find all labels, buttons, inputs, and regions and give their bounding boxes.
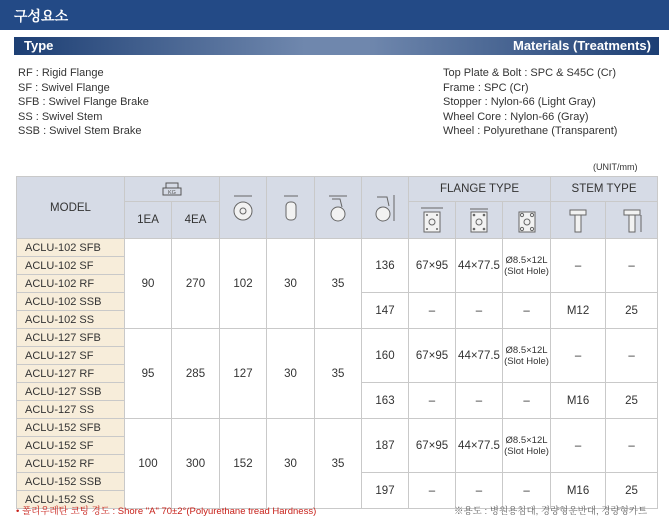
height-value: 136	[362, 239, 409, 293]
hole-value: –	[503, 293, 551, 329]
flange-plate-icon	[419, 206, 445, 234]
stem-length-value: 25	[606, 293, 658, 329]
plate-value: 67×95	[409, 419, 456, 473]
diameter-value: 127	[220, 329, 267, 419]
stem-type-header: STEM TYPE	[551, 177, 658, 202]
model-name: ACLU-102 RF	[17, 275, 125, 293]
materials-legend	[443, 66, 617, 139]
caster-side-icon	[326, 193, 350, 223]
type-item: RF : Rigid Flange	[18, 67, 104, 79]
type-item: SF : Swivel Flange	[18, 81, 110, 94]
flange-hole-header	[503, 202, 551, 239]
material-item: Frame : SPC (Cr)	[443, 81, 529, 94]
model-name: ACLU-102 SFB	[17, 239, 125, 257]
hole-value: –	[503, 383, 551, 419]
flange-hole-icon	[514, 206, 540, 234]
stem-length-value: –	[606, 419, 658, 473]
stem-value: M12	[551, 293, 606, 329]
bolt-value: –	[456, 383, 503, 419]
wheel-width-header	[267, 177, 315, 239]
plate-value: 67×95	[409, 329, 456, 383]
offset-value: 35	[315, 239, 362, 329]
height-value: 187	[362, 419, 409, 473]
model-name: ACLU-152 SFB	[17, 419, 125, 437]
model-header: MODEL	[17, 177, 125, 239]
height-value: 147	[362, 293, 409, 329]
usage-note: ※용도 : 병원용침대, 경량형운반대, 경량형카트	[454, 506, 648, 517]
load-1ea-header: 1EA	[125, 202, 172, 239]
bolt-value: –	[456, 293, 503, 329]
material-item: Wheel Core : Nylon-66 (Gray)	[443, 110, 589, 123]
wheel-diameter-header	[220, 177, 267, 239]
diameter-value: 152	[220, 419, 267, 509]
stem-value: –	[551, 329, 606, 383]
height-value: 160	[362, 329, 409, 383]
model-name: ACLU-152 RF	[17, 455, 125, 473]
flange-bolt-header	[456, 202, 503, 239]
svg-text:KG: KG	[168, 190, 176, 196]
load-4ea-value: 300	[172, 419, 220, 509]
model-name: ACLU-152 SF	[17, 437, 125, 455]
model-name: ACLU-102 SS	[17, 311, 125, 329]
wheel-side-icon	[280, 193, 302, 223]
wheel-front-icon	[232, 193, 254, 223]
bolt-value: –	[456, 473, 503, 509]
hardness-note: • 폴리우레탄 코팅 경도 : Shore "A" 70±2°(Polyurethane tread Hardness)	[16, 506, 317, 517]
model-name: ACLU-127 SFB	[17, 329, 125, 347]
height-value: 197	[362, 473, 409, 509]
type-item: SSB : Swivel Stem Brake	[18, 125, 142, 137]
stem-length-value: –	[606, 329, 658, 383]
plate-value: –	[409, 473, 456, 509]
material-item: Wheel : Polyurethane (Transparent)	[443, 125, 618, 137]
hole-value: Ø8.5×12L (Slot Hole)	[503, 239, 551, 293]
load-1ea-value: 90	[125, 239, 172, 329]
bolt-value: 44×77.5	[456, 419, 503, 473]
height-header	[362, 177, 409, 239]
model-name: ACLU-152 SSB	[17, 473, 125, 491]
stem-length-value: 25	[606, 473, 658, 509]
spec-table	[16, 176, 658, 509]
type-item: SS : Swivel Stem	[18, 110, 103, 123]
plate-value: 67×95	[409, 239, 456, 293]
hole-value: Ø8.5×12L (Slot Hole)	[503, 419, 551, 473]
materials-heading: Materials (Treatments)	[513, 38, 651, 53]
page-title: 구성요소	[14, 8, 69, 24]
stem-size-header	[551, 202, 606, 239]
hole-value: Ø8.5×12L (Slot Hole)	[503, 329, 551, 383]
stem-length-value: –	[606, 239, 658, 293]
stem-length-value: 25	[606, 383, 658, 419]
model-name: ACLU-127 RF	[17, 365, 125, 383]
hole-value: –	[503, 473, 551, 509]
material-item: Top Plate & Bolt : SPC & S45C (Cr)	[443, 67, 617, 79]
flange-type-header: FLANGE TYPE	[409, 177, 551, 202]
material-item: Stopper : Nylon-66 (Light Gray)	[443, 96, 596, 108]
model-name: ACLU-127 SS	[17, 401, 125, 419]
width-value: 30	[267, 239, 315, 329]
width-value: 30	[267, 329, 315, 419]
type-legend	[18, 66, 149, 139]
load-header	[125, 177, 220, 202]
diameter-value: 102	[220, 239, 267, 329]
type-item: SFB : Swivel Flange Brake	[18, 96, 149, 108]
stem-value: –	[551, 239, 606, 293]
height-value: 163	[362, 383, 409, 419]
model-name: ACLU-102 SF	[17, 257, 125, 275]
flange-plate-header	[409, 202, 456, 239]
caster-height-icon	[372, 193, 398, 223]
load-4ea-value: 270	[172, 239, 220, 329]
stem-value: M16	[551, 473, 606, 509]
plate-value: –	[409, 293, 456, 329]
model-name: ACLU-102 SSB	[17, 293, 125, 311]
stem-value: M16	[551, 383, 606, 419]
load-1ea-value: 100	[125, 419, 172, 509]
stem-value: –	[551, 419, 606, 473]
bolt-value: 44×77.5	[456, 239, 503, 293]
stem-length-header	[606, 202, 658, 239]
stem-length-icon	[620, 206, 644, 234]
offset-value: 35	[315, 329, 362, 419]
offset-value: 35	[315, 419, 362, 509]
top-title-bar	[0, 0, 669, 30]
load-4ea-value: 285	[172, 329, 220, 419]
stem-icon	[566, 206, 590, 234]
model-name: ACLU-152 SS	[17, 491, 125, 509]
bolt-value: 44×77.5	[456, 329, 503, 383]
offset-header	[315, 177, 362, 239]
plate-value: –	[409, 383, 456, 419]
unit-label: (UNIT/mm)	[593, 162, 638, 172]
width-value: 30	[267, 419, 315, 509]
section-bar	[14, 37, 659, 55]
type-heading: Type	[24, 38, 54, 53]
load-1ea-value: 95	[125, 329, 172, 419]
model-name: ACLU-127 SF	[17, 347, 125, 365]
weight-kg-icon	[162, 182, 182, 196]
flange-plate-icon	[466, 206, 492, 234]
load-4ea-header: 4EA	[172, 202, 220, 239]
model-name: ACLU-127 SSB	[17, 383, 125, 401]
